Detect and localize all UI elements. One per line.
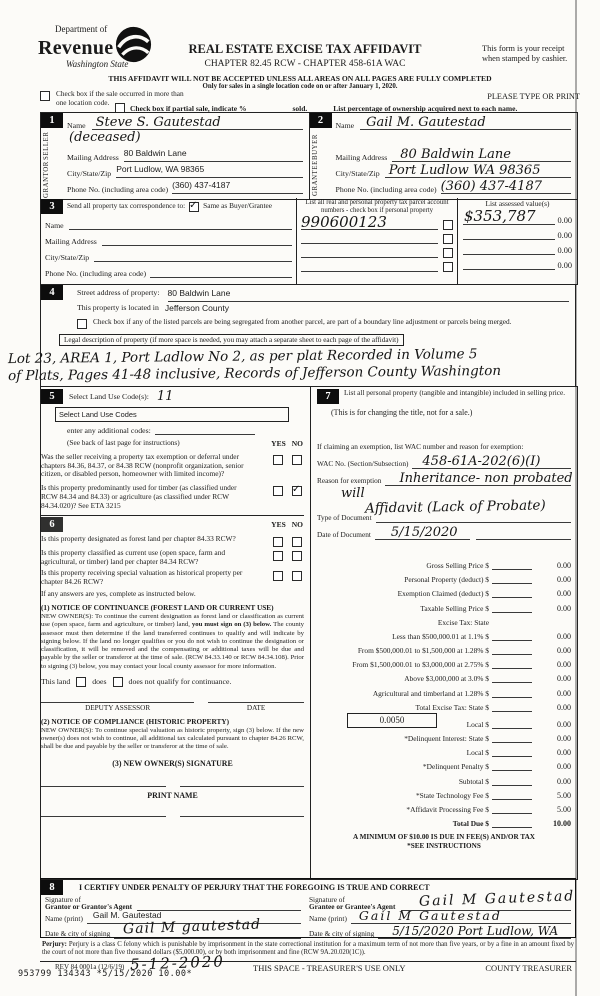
grantor-sig-label: Signature of Grantor or Grantor's Agent	[45, 894, 133, 912]
tax-row-label: From $500,000.01 to $1,500,000 at 1.28% $	[357, 646, 489, 656]
tax-row-label: Gross Selling Price $	[426, 560, 489, 570]
tax-row-value: 5.00	[557, 804, 571, 814]
land-use-dropdown[interactable]: Select Land Use Codes	[55, 407, 289, 422]
seller-name-field[interactable]	[92, 111, 303, 130]
tax-row-label: Personal Property (deduct) $	[404, 575, 489, 585]
tax-row-label: From $1,500,000.01 to $3,000,000 at 2.75% $	[352, 660, 489, 670]
treasurer-stamp: 953799 134343 *5/15/2020 10.00*	[18, 969, 193, 979]
grantee-name-print-label: Name (print)	[309, 914, 347, 924]
legal-line-1: Lot 23, AREA 1, Port Ladlow No 2, as per plat Recorded in Volume 5	[7, 346, 478, 368]
buyer-side-label	[312, 135, 319, 195]
receipt-note: This form is your receipt when stamped by cashier.	[482, 44, 568, 64]
section-2-number: 2	[310, 113, 332, 128]
tax-row-label: *State Technology Fee $	[415, 790, 489, 800]
corr-name-field[interactable]	[69, 228, 292, 230]
date-of-document-field[interactable]	[375, 521, 470, 540]
parcel-field-2[interactable]	[301, 242, 438, 244]
grantee-name-print-value: Gail M Gautestad	[358, 908, 502, 923]
form-title: REAL ESTATE EXCISE TAX AFFIDAVIT	[188, 42, 422, 56]
tax-row-value: 0.00	[557, 674, 571, 684]
grantor-date-city-handwriting: Gail M gautestad	[122, 916, 262, 938]
assessed-header: List assessed value(s)	[485, 199, 550, 208]
seller-phone-label: Phone No. (including area code)	[67, 185, 169, 194]
revenue-wordmark: Revenue	[38, 37, 114, 59]
owner-signature-field-1[interactable]	[41, 785, 166, 787]
tax-row-label: Total Excise Tax: State $	[415, 702, 489, 712]
wac-value: 458-61A-202(6)(I)	[422, 453, 541, 469]
tax-row-label: Taxable Selling Price $	[420, 603, 489, 613]
corr-mailing-field[interactable]	[102, 244, 292, 246]
located-in-value: Jefferson County	[164, 302, 229, 313]
does-not-label: does not qualify for continuance.	[128, 677, 232, 687]
buyer-label: BUYER	[311, 133, 319, 160]
title-change-note: (This is for changing the title, not for a sale.)	[331, 408, 473, 417]
tax-row-label: Above $3,000,000 at 3.0% $	[404, 674, 489, 684]
parcel-field-3[interactable]	[301, 256, 438, 258]
tax-row-label: Exemption Claimed (deduct) $	[397, 589, 489, 599]
section-3-number: 3	[41, 199, 63, 214]
same-as-buyer-label: Same as Buyer/Grantee	[203, 201, 273, 211]
located-in-label: This property is located in	[77, 303, 159, 312]
corr-phone-field[interactable]	[150, 276, 292, 278]
current-use-yes-checkbox[interactable]	[273, 551, 283, 561]
legal-description-label: Legal description of property (if more space is needed, you may attach a separate sheet to each page of the affidavit)	[59, 334, 404, 346]
tax-row-value: 0.00	[557, 776, 571, 786]
tax-row-value: 0.00	[557, 702, 571, 712]
buyer-city-label: City/State/Zip	[335, 169, 380, 178]
seller-name-label: Name	[67, 121, 86, 130]
notice1-bold: you must sign on (3) below.	[191, 621, 272, 629]
tax-row-label: Excise Tax: State	[437, 617, 489, 627]
notice1-body	[41, 613, 304, 671]
perjury-text: Perjury is a class C felony which is punishable by imprisonment in the state correctional institution for a maximum term of not more than five years, or by a fine in an amount fixed by the court of not more than five thousand dollars ($5,000.00), or by both imprisonment and fine (RCW 9A.20.020(1C)).	[42, 941, 574, 957]
timber-no-checkbox[interactable]	[292, 486, 302, 496]
tax-row-label: Agricultural and timberland at 1.28% $	[372, 688, 489, 698]
new-owners-signature-label: (3) NEW OWNER(S) SIGNATURE	[112, 759, 233, 769]
tax-row-field[interactable]	[492, 826, 532, 828]
personal-property-heading: List all personal property (tangible and intangible) included in selling price.	[344, 388, 566, 397]
tax-row-label: *Affidavit Processing Fee $	[406, 804, 489, 814]
historic-no-checkbox[interactable]	[292, 571, 302, 581]
form-rev-number: REV 84 0001a (12/6/19)	[55, 963, 125, 971]
single-location-note: Only for sales in a single location code on or after January 1, 2020.	[202, 83, 398, 90]
land-use-code-value: 11	[156, 389, 174, 404]
tax-row-value: 0.00	[557, 748, 571, 758]
deputy-date-field[interactable]	[208, 701, 304, 703]
street-address-label: Street address of property:	[77, 288, 160, 297]
yes-header-1: YES	[271, 439, 286, 448]
assessed-value-1: 0.00	[557, 216, 572, 225]
assessed-value-3: 0.00	[557, 246, 572, 255]
grantee-sig-label: Signature of Grantee or Grantee's Agent	[309, 894, 396, 912]
parties-section	[40, 112, 578, 200]
tax-row-value: 0.00	[557, 631, 571, 641]
personal-property-checkbox-2[interactable]	[443, 234, 453, 244]
dept-of-label: Department of	[55, 24, 108, 34]
does-checkbox[interactable]	[76, 677, 86, 687]
perjury-note	[40, 939, 576, 962]
legal-line-2: of Plats, Pages 41-48 inclusive, Records of Jefferson County Washington	[8, 362, 502, 384]
reason-value-1: Inheritance- non probated	[399, 470, 573, 486]
notice1-title: (1) NOTICE OF CONTINUANCE (FOREST LAND OR CURRENT USE)	[41, 603, 274, 613]
tax-row-value: 0.00	[557, 734, 571, 743]
ownership-note: List percentage of ownership acquired next to each name.	[333, 104, 518, 113]
exemption-tax-column	[311, 387, 577, 879]
section-5-number: 5	[41, 389, 63, 404]
segregated-label: Check box if any of the listed parcels are being segregated from another parcel, are part of a boundary line adjustment or parcels being merged.	[93, 317, 512, 326]
notice1-pre: NEW OWNER(S): To continue the current designation as forest land or classification as current use (open space, farm and agriculture, or timber) land,	[41, 613, 304, 629]
tax-row-label: *Delinquent Interest: State $	[404, 734, 489, 743]
certify-section	[40, 878, 576, 938]
street-address-field[interactable]	[168, 283, 570, 302]
form-subtitle: CHAPTER 82.45 RCW - CHAPTER 458-61A WAC	[204, 59, 406, 69]
continuance-row	[41, 677, 304, 687]
parcel-field-4[interactable]	[301, 270, 438, 272]
assessed-field-3[interactable]	[463, 253, 555, 255]
seller-exemption-question: Was the seller receiving a property tax exemption or deferral under chapters 84.36, 84.37, or 84.38 RCW (nonprofit organization, senior citizen, or disabled person, homeowner with limited income)?	[41, 452, 244, 479]
multi-location-label: Check box if the sale occurred in more than one location code.	[56, 89, 184, 107]
tax-row-label: Local $	[466, 748, 489, 758]
assessed-field-2[interactable]	[463, 238, 555, 240]
type-of-document-field[interactable]	[376, 521, 571, 523]
legal-description-handwriting	[8, 345, 596, 385]
seller-label: SELLER	[43, 131, 50, 161]
assessed-values-box	[458, 198, 577, 284]
corr-name-label: Name	[45, 221, 64, 230]
forest-yes-checkbox[interactable]	[273, 537, 283, 547]
additional-codes-label: enter any additional codes:	[67, 426, 151, 435]
section-6-number: 6	[41, 517, 63, 532]
assessed-value-4: 0.00	[557, 261, 572, 270]
buyer-mailing-label: Mailing Address	[335, 153, 388, 162]
deputy-date-label: DATE	[246, 703, 266, 712]
reason-label: Reason for exemption	[317, 476, 382, 485]
forest-land-question: Is this property designated as forest land per chapter 84.33 RCW?	[41, 534, 236, 544]
partial-sale-sold-label: sold.	[292, 104, 308, 113]
timber-yes-checkbox[interactable]	[273, 486, 283, 496]
does-label: does	[92, 677, 107, 687]
tax-row-value: 0.00	[557, 560, 571, 570]
correspondence-section	[40, 198, 578, 285]
personal-property-checkbox-1[interactable]	[443, 220, 453, 230]
timber-question: Is this property predominantly used for timber (as classified under RCW 84.34 and 84.33) or agriculture (as classified under RCW 84.34.020)? See ETA 3215	[41, 483, 237, 510]
buyer-phone-value: (360) 437-4187	[440, 179, 542, 194]
grantor-date-city-label: Date & city of signing	[45, 929, 111, 939]
land-use-column	[41, 387, 311, 879]
buyer-city-value: Port Ludlow WA 98365	[388, 163, 541, 178]
notice1-post: The county assessor must then determine if the land transferred continues to qualify and will indicate by signing below. If the land no longer qualifies or you do not wish to continue the designation or classification, it will be removed and the compensating or additional taxes will be due and payable by the seller or transferor at the time of sale. (RCW 84.33.140 or RCW 84.34.108). Prior to signing (3) below, you may contact your local county assessor for more information.	[41, 621, 304, 670]
same-as-buyer-checkbox[interactable]	[189, 202, 199, 212]
washington-state-label: Washington State	[66, 59, 129, 69]
buyer-name-value: Gail M. Gautestad	[366, 115, 486, 130]
buyer-mailing-value: 80 Baldwin Lane	[400, 147, 511, 162]
print-name-label: PRINT NAME	[147, 791, 198, 801]
tax-row-value: 5.00	[557, 790, 571, 800]
seller-mailing-value: 80 Baldwin Lane	[123, 148, 187, 158]
corr-city-field[interactable]	[94, 260, 292, 262]
treasurer-space-label: THIS SPACE - TREASURER'S USE ONLY	[253, 963, 406, 973]
partial-sale-label: Check box if partial sale, indicate %	[130, 104, 247, 113]
buyer-name-label: Name	[335, 121, 355, 130]
segregated-checkbox[interactable]	[77, 319, 87, 329]
this-land-label: This land	[41, 677, 71, 687]
seller-city-label: City/State/Zip	[67, 169, 112, 178]
seller-exemption-no-checkbox[interactable]	[292, 455, 302, 465]
section-4-number: 4	[41, 285, 63, 300]
buyer-name-field[interactable]	[360, 111, 571, 130]
tax-row-value: 10.00	[553, 819, 571, 829]
personal-property-checkbox-3[interactable]	[443, 248, 453, 258]
section-8-number: 8	[41, 880, 63, 895]
notice2-title: (2) NOTICE OF COMPLIANCE (HISTORIC PROPERTY)	[41, 716, 230, 726]
seller-exemption-yes-checkbox[interactable]	[273, 455, 283, 465]
tax-row-value: 0.00	[557, 762, 571, 772]
tax-row-value: 0.00	[557, 603, 571, 613]
grantee-date-city-value: 5/15/2020 Port Ludlow, WA	[392, 924, 559, 938]
seller-phone-field[interactable]	[172, 175, 302, 194]
middle-columns	[40, 386, 578, 880]
section-1-number: 1	[41, 113, 63, 128]
does-not-checkbox[interactable]	[113, 677, 123, 687]
tax-row-label: Local $	[466, 719, 489, 729]
please-type-note: PLEASE TYPE OR PRINT	[487, 92, 580, 101]
tax-row-value: 0.00	[557, 719, 571, 729]
grantee-label: GRANTEE	[311, 160, 319, 197]
grantee-signature-block	[301, 888, 576, 939]
tax-row-label: Less than $500,000.01 at 1.1% $	[392, 631, 489, 641]
correspondence-heading: Send all property tax correspondence to:	[67, 201, 186, 211]
reason-field[interactable]	[385, 467, 571, 486]
parcel-numbers-header: List all real and personal property tax parcel account numbers - check box if personal property	[305, 199, 449, 214]
notice2-body: NEW OWNER(S): To continue special valuation as historic property, sign (3) below. If the new owner(s) does not wish to continue, all additional tax calculated pursuant to chapter 84.26 RCW, shall be due and payable by the seller or transferor at the time of sale.	[41, 726, 304, 751]
form-title-block	[165, 42, 445, 69]
seller-mailing-label: Mailing Address	[67, 153, 119, 162]
street-address-value: 80 Baldwin Lane	[167, 288, 231, 298]
grantor-label: GRANTOR	[43, 161, 50, 199]
current-use-no-checkbox[interactable]	[292, 551, 302, 561]
grantee-signature-handwriting: Gail M Gautestad	[418, 888, 576, 910]
deputy-assessor-field[interactable]	[41, 701, 194, 703]
assessed-field-4[interactable]	[463, 268, 555, 270]
no-header-2: NO	[291, 520, 303, 530]
no-header-1: NO	[291, 439, 303, 448]
tax-row-value: 0.00	[557, 688, 571, 698]
warning-note: THIS AFFIDAVIT WILL NOT BE ACCEPTED UNLESS ALL AREAS ON ALL PAGES ARE FULLY COMPLETED	[108, 74, 492, 83]
perjury-bold: Perjury:	[42, 941, 67, 948]
seller-side-label	[43, 131, 50, 199]
assessed-value-2: 0.00	[557, 231, 572, 240]
tax-row-value: 0.00	[557, 589, 571, 599]
county-treasurer-label: COUNTY TREASURER	[485, 963, 572, 973]
forest-no-checkbox[interactable]	[292, 537, 302, 547]
type-of-document-label: Type of Document	[317, 513, 372, 522]
current-use-question: Is this property classified as current use (open space, farm and agricultural, or timber) land per chapter 84.34 RCW?	[41, 548, 226, 567]
wac-label: WAC No. (Section/Subsection)	[317, 459, 409, 468]
seller-name-value: Steve S. Gautestad	[95, 115, 221, 130]
if-yes-note: If any answers are yes, complete as instructed below.	[41, 589, 196, 599]
deputy-assessor-row	[41, 701, 304, 712]
buyer-phone-label: Phone No. (including area code)	[335, 185, 437, 194]
footer-handwritten-date: 5-12-2020	[129, 952, 226, 974]
type-of-document-value: Affidavit (Lack of Probate)	[364, 497, 546, 517]
section-7-number: 7	[317, 389, 339, 404]
grantor-signature-block	[41, 894, 301, 939]
additional-codes-field[interactable]	[155, 433, 255, 435]
see-back-note: (See back of last page for instructions)	[67, 438, 180, 448]
historic-yes-checkbox[interactable]	[273, 571, 283, 581]
date-of-document-value: 5/15/2020	[390, 524, 458, 540]
seller-city-value: Port Ludlow, WA 98365	[116, 164, 205, 174]
historic-question: Is this property receiving special valuation as historical property per chapter 84.26 RCW?	[41, 567, 243, 586]
date-of-document-label: Date of Document	[317, 530, 371, 539]
grantee-date-city-label: Date & city of signing	[309, 929, 375, 939]
local-rate-box: 0.0050	[347, 713, 437, 728]
deputy-assessor-label: DEPUTY ASSESSOR	[85, 703, 151, 712]
owner-print-field-1[interactable]	[41, 815, 166, 817]
see-instructions-note: *SEE INSTRUCTIONS	[407, 842, 481, 851]
tax-row-value: 0.00	[557, 660, 571, 670]
tax-row-label: *Delinquent Penalty $	[422, 762, 489, 772]
land-use-label: Select Land Use Code(s):	[69, 392, 149, 401]
tax-row-value: 0.00	[557, 575, 571, 585]
reason-value-2: will	[341, 485, 365, 501]
section-6-divider	[41, 515, 304, 516]
corr-mailing-label: Mailing Address	[45, 237, 97, 246]
tax-row-value: 0.00	[557, 646, 571, 656]
seller-name-value2: (deceased)	[69, 130, 141, 145]
seller-phone-value: (360) 437-4187	[172, 180, 231, 190]
corr-phone-label: Phone No. (including area code)	[45, 269, 147, 278]
exemption-intro: If claiming an exemption, list WAC number and reason for exemption:	[317, 442, 524, 451]
tax-row-label: Subtotal $	[458, 776, 489, 786]
seller-grantor-box	[41, 113, 310, 199]
grantor-name-print-value: Gail M. Gautestad	[92, 910, 162, 920]
tax-row-label: Total Due $	[452, 819, 489, 829]
parcel-field-1[interactable]	[301, 210, 438, 230]
parcel-numbers-box	[297, 198, 458, 284]
minimum-due-note: A MINIMUM OF $10.00 IS DUE IN FEE(S) AND/OR TAX	[353, 833, 535, 842]
owner-signature-field-2[interactable]	[180, 785, 305, 787]
correspondence-box	[41, 198, 297, 284]
yes-header-2: YES	[271, 520, 286, 530]
owner-print-field-2[interactable]	[180, 815, 305, 817]
tax-computation	[317, 556, 571, 828]
revenue-swirl-icon	[115, 26, 152, 63]
multi-location-checkbox[interactable]	[40, 91, 50, 101]
parcel-value-1: 990600123	[301, 212, 387, 231]
certify-heading: I CERTIFY UNDER PENALTY OF PERJURY THAT THE FOREGOING IS TRUE AND CORRECT	[79, 883, 430, 892]
assessed-handwritten-value: $353,787	[464, 207, 536, 225]
personal-property-checkbox-4[interactable]	[443, 262, 453, 272]
buyer-grantee-box	[310, 113, 578, 199]
grantor-name-print-label: Name (print)	[45, 914, 83, 924]
corr-city-label: City/State/Zip	[45, 253, 90, 262]
